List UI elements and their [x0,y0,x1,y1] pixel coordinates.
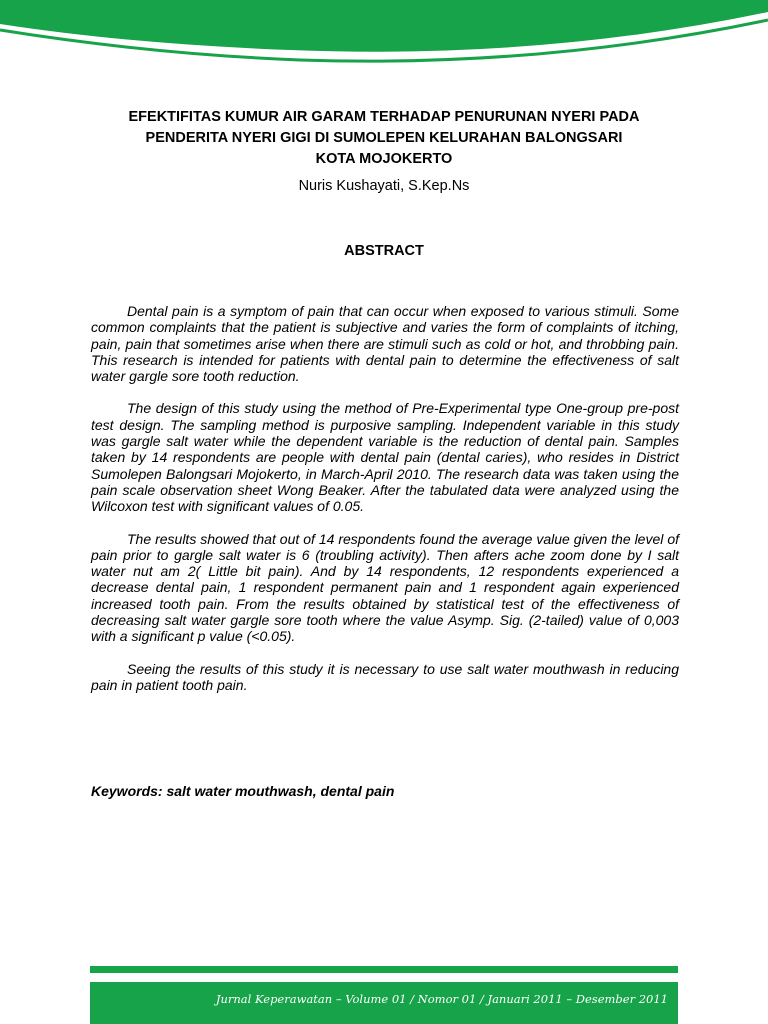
footer-divider [90,966,678,973]
author-name: Nuris Kushayati, S.Kep.Ns [298,178,470,194]
abstract-paragraph-1: Dental pain is a symptom of pain that can occur when exposed to various stimuli. Some common complaints that the patient is subjective and varies the form of complaints of itching, pain, pain that sometimes arise when there are stimuli such as cold or hot, and throbbing pain. This research is intended for patients with dental pain to determine the effectiveness of salt water gargle sore tooth reduction. [91,303,679,385]
paper-title [80,107,688,170]
abstract-paragraph-2: The design of this study using the method of Pre-Experimental type One-group pre-post test design. The sampling method is purposive sampling. Independent variable in this study was gargle salt water while the dependent variable is the reduction of dental pain. Samples taken by 14 respondents are people with dental pain (dental caries), who resides in District Sumolepen Balongsari Mojokerto, in March-April 2010. The research data was taken using the pain scale observation sheet Wong Beaker. After the tabulated data were analyzed using the Wilcoxon test with significant values of 0.05. [91,400,679,515]
footer-bar [90,982,678,1024]
abstract-paragraph-3: The results showed that out of 14 respondents found the average value given the level of pain prior to gargle salt water is 6 (troubling activity). Then afters ache zoom done by I salt water nut am 2( Little bit pain). And by 14 respondents, 12 respondents experienced a decrease dental pain, 1 respondent permanent pain and 1 respondent again experienced increased tooth pain. From the results obtained by statistical test of the effectiveness of decreasing salt water gargle sore tooth where the value Asymp. Sig. (2-tailed) value of 0,003 with a significant p value (<0.05). [91,530,679,645]
abstract-body [91,303,679,709]
title-line-2: PENDERITA NYERI GIGI DI SUMOLEPEN KELURAHAN BALONGSARI [145,130,623,146]
header-swoosh-decoration [0,0,768,80]
title-line-3: KOTA MOJOKERTO [315,151,453,167]
title-line-1: EFEKTIFITAS KUMUR AIR GARAM TERHADAP PENURUNAN NYERI PADA [128,109,640,125]
abstract-heading: ABSTRACT [344,243,424,259]
journal-citation: Jurnal Keperawatan – Volume 01 / Nomor 01 / Januari 2011 – Desember 2011 [215,992,668,1006]
abstract-paragraph-4: Seeing the results of this study it is necessary to use salt water mouthwash in reducing pain in patient tooth pain. [91,660,679,693]
keywords: Keywords: salt water mouthwash, dental pain [91,783,395,799]
